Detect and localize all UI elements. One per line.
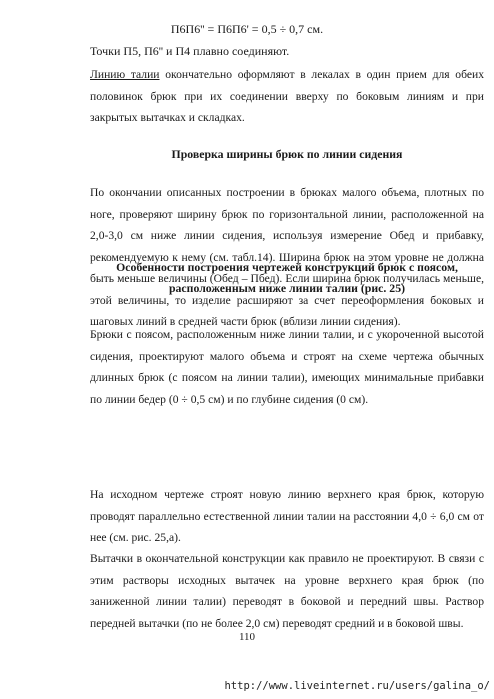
formula-line: П6П6'' = П6П6' = 0,5 ÷ 0,7 см.: [170, 22, 324, 36]
heading-seat-width: Проверка ширины брюк по линии сидения: [171, 147, 403, 161]
paragraph-waistline: [90, 64, 484, 129]
heading-low-waist: Особенности построения чертежей конструкций брюк с поясом, расположенным ниже линии талии (рис. 25): [116, 260, 458, 295]
page-number: 110: [238, 631, 256, 643]
points-line: Точки П5, П6'' и П4 плавно соединяют.: [90, 44, 290, 58]
paragraph-waistline-text: окончательно оформляют в лекалах в один прием для обеих половинок брюк при их соединении вверху по боковым линиям и при закрытых вытачках и складках.: [90, 68, 484, 124]
paragraph-low-waist-intro: Брюки с поясом, расположенным ниже линии талии, и с укороченной высотой сидения, проектируют малого объема и строят на схеме чертежа обычных длинных брюк (с поясом на линии талии), имеющих минимальные прибавки по линии бедер (0 ÷ 0,5 см) и по глубине сидения (0 см).: [90, 328, 484, 406]
underlined-term: Линию талии: [90, 68, 160, 81]
paragraph-new-top-line: На исходном чертеже строят новую линию верхнего края брюк, которую проводят параллельно естественной линии талии на расстоянии 4,0 ÷ 6,0 см от нее (см. рис. 25,а).: [90, 488, 484, 544]
paragraph-darts: Вытачки в окончательной конструкции как правило не проектируют. В связи с этим растворы исходных вытачек на уровне верхнего края брюк (по заниженной линии талии) переводят в боковой и передний швы. Раствор передней вытачки (по не более 2,0 см) переводят средний и в боковой швы.: [90, 552, 484, 630]
watermark-url[interactable]: http://www.liveinternet.ru/users/galina_o/: [224, 680, 490, 692]
paragraph-seat-width: По окончании описанных построении в брюках малого объема, плотных по ноге, проверяют ширину брюк по горизонтальной линии, расположенной на 2,0-3,0 см ниже линии сидения, используя измерение Обед и прибавку, рекомендуемую к нему (см. табл.14). Ширина брюк на этом уровне не должна быть меньше величины (Обед – Пбед). Если ширина брюк получилась меньше, этой величины, то изделие расширяют за счет переоформления боковых и шаговых линий в средней части брюк (вблизи линии сидения).: [90, 186, 484, 328]
